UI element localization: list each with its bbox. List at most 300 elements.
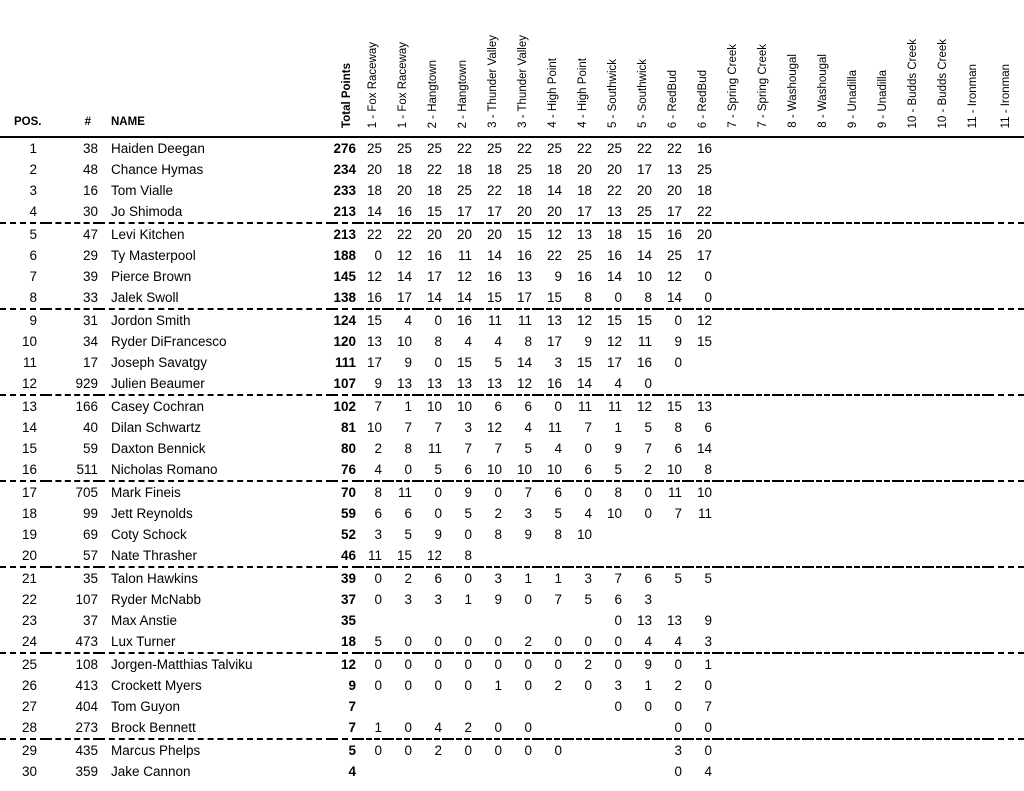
- score-cell: [508, 696, 538, 717]
- race-header-12: [688, 0, 718, 137]
- number-cell: 29: [82, 248, 98, 263]
- score-cell: 20: [538, 201, 568, 223]
- score-cell: 12: [546, 227, 562, 242]
- score-cell: [688, 545, 718, 567]
- score-cell: 5: [494, 355, 502, 370]
- score-cell: 0: [494, 657, 502, 672]
- name-cell: Jalek Swoll: [99, 287, 332, 309]
- total-cell: 7: [332, 717, 358, 739]
- score-cell: 15: [456, 355, 472, 370]
- score-cell: [838, 180, 868, 201]
- score-cell: [868, 137, 898, 159]
- pos-cell: 19: [21, 527, 37, 542]
- score-cell: [718, 223, 748, 245]
- table-row: [0, 287, 1024, 309]
- score-cell: 4: [598, 373, 628, 395]
- score-cell: 8: [568, 287, 598, 309]
- score-cell: [838, 287, 868, 309]
- score-cell: [568, 739, 598, 761]
- score-cell: 20: [576, 162, 592, 177]
- score-cell: 10: [396, 334, 412, 349]
- score-cell: [718, 395, 748, 417]
- score-cell: [598, 545, 628, 567]
- score-cell: [928, 373, 958, 395]
- score-cell: 25: [696, 162, 712, 177]
- score-cell: 6: [614, 592, 622, 607]
- score-cell: [808, 503, 838, 524]
- score-cell: [868, 395, 898, 417]
- total-cell: 81: [340, 420, 356, 435]
- score-cell: [688, 373, 718, 395]
- race-header-label: 6 - RedBud: [667, 69, 679, 128]
- score-cell: 5: [554, 506, 562, 521]
- score-cell: 9: [614, 441, 622, 456]
- score-cell: 13: [696, 399, 712, 414]
- score-cell: [628, 524, 658, 545]
- score-cell: 9: [674, 334, 682, 349]
- score-cell: 13: [666, 162, 682, 177]
- score-cell: [988, 159, 1024, 180]
- race-header-2: [388, 0, 418, 137]
- number-cell: 359: [75, 764, 98, 779]
- score-cell: [748, 417, 778, 438]
- score-cell: [538, 761, 568, 782]
- score-cell: 10: [636, 269, 652, 284]
- score-cell: [748, 545, 778, 567]
- score-cell: [988, 417, 1024, 438]
- score-cell: [898, 459, 928, 481]
- score-cell: 14: [516, 355, 532, 370]
- score-cell: 15: [666, 399, 682, 414]
- score-cell: [718, 287, 748, 309]
- total-cell: 18: [332, 631, 358, 653]
- score-cell: [838, 653, 868, 675]
- table-row: [0, 610, 1024, 631]
- score-cell: [838, 417, 868, 438]
- score-cell: [658, 545, 688, 567]
- score-cell: [928, 545, 958, 567]
- score-cell: [808, 137, 838, 159]
- number-cell: 107: [75, 592, 98, 607]
- score-cell: [478, 761, 508, 782]
- score-cell: [958, 201, 988, 223]
- score-cell: 20: [666, 183, 682, 198]
- score-cell: [718, 696, 748, 717]
- score-cell: [868, 653, 898, 675]
- score-cell: [628, 761, 658, 782]
- score-cell: 2: [494, 506, 502, 521]
- score-cell: [748, 137, 778, 159]
- score-cell: [778, 201, 808, 223]
- score-cell: 7: [674, 506, 682, 521]
- name-cell: Levi Kitchen: [111, 227, 185, 242]
- score-cell: [808, 395, 838, 417]
- score-cell: [898, 631, 928, 653]
- score-cell: 22: [456, 141, 472, 156]
- score-cell: [838, 696, 868, 717]
- score-cell: 14: [418, 287, 448, 309]
- score-cell: 25: [606, 141, 622, 156]
- score-cell: [718, 524, 748, 545]
- score-cell: 18: [546, 162, 562, 177]
- number-cell: 40: [82, 420, 98, 435]
- score-cell: 2: [554, 678, 562, 693]
- total-points-header: [332, 0, 358, 137]
- score-cell: [988, 352, 1024, 373]
- race-header-label: 8 - Washougal: [787, 54, 799, 128]
- score-cell: [688, 524, 718, 545]
- name-cell: Ty Masterpool: [111, 248, 196, 263]
- race-header-label: 5 - Southwick: [637, 58, 649, 128]
- score-cell: 3: [374, 527, 382, 542]
- table-row: [0, 717, 1024, 739]
- score-cell: 8: [614, 485, 622, 500]
- pos-cell: 8: [0, 287, 46, 309]
- score-cell: [778, 331, 808, 352]
- score-cell: [808, 438, 838, 459]
- table-row: [0, 245, 1024, 266]
- score-cell: 6: [674, 441, 682, 456]
- name-cell: Ryder DiFrancesco: [111, 334, 227, 349]
- score-cell: 22: [426, 162, 442, 177]
- score-cell: 10: [696, 485, 712, 500]
- number-cell: 39: [82, 269, 98, 284]
- score-cell: 22: [366, 227, 382, 242]
- score-cell: 0: [494, 743, 502, 758]
- score-cell: 12: [576, 313, 592, 328]
- score-cell: [988, 223, 1024, 245]
- score-cell: 20: [456, 227, 472, 242]
- score-cell: [958, 675, 988, 696]
- number-cell: 99: [82, 506, 98, 521]
- score-cell: [748, 309, 778, 331]
- score-cell: [988, 739, 1024, 761]
- score-cell: [748, 675, 778, 696]
- score-cell: [778, 352, 808, 373]
- pos-cell: 13: [21, 399, 37, 414]
- score-cell: [748, 373, 778, 395]
- score-cell: [508, 545, 538, 567]
- pos-cell: 4: [0, 201, 46, 223]
- score-cell: 9: [524, 527, 532, 542]
- score-cell: 0: [524, 743, 532, 758]
- table-row: [0, 739, 1024, 761]
- score-cell: [808, 266, 838, 287]
- score-cell: [868, 761, 898, 782]
- score-cell: 25: [366, 141, 382, 156]
- race-header-17: [838, 0, 868, 137]
- score-cell: [868, 524, 898, 545]
- score-cell: [838, 631, 868, 653]
- score-cell: [808, 223, 838, 245]
- score-cell: 6: [404, 506, 412, 521]
- race-header-18: [868, 0, 898, 137]
- score-cell: 17: [508, 287, 538, 309]
- score-cell: 12: [696, 313, 712, 328]
- score-cell: [808, 459, 838, 481]
- score-cell: 17: [606, 355, 622, 370]
- score-cell: 7: [584, 420, 592, 435]
- score-cell: [838, 373, 868, 395]
- score-cell: 11: [457, 248, 472, 263]
- score-cell: [928, 245, 958, 266]
- score-cell: 1: [524, 571, 532, 586]
- pos-cell: 3: [29, 183, 37, 198]
- score-cell: 12: [396, 248, 412, 263]
- name-cell: Pierce Brown: [111, 269, 192, 284]
- score-cell: 6: [554, 485, 562, 500]
- score-cell: 22: [606, 183, 622, 198]
- score-cell: 16: [576, 269, 592, 284]
- score-cell: 0: [478, 631, 508, 653]
- score-cell: [748, 696, 778, 717]
- total-cell: 9: [348, 678, 356, 693]
- score-cell: [538, 696, 568, 717]
- score-cell: [778, 459, 808, 481]
- score-cell: [988, 137, 1024, 159]
- score-cell: 13: [576, 227, 592, 242]
- score-cell: [958, 417, 988, 438]
- score-cell: 0: [434, 657, 442, 672]
- score-cell: 16: [516, 248, 532, 263]
- table-row: [0, 567, 1024, 589]
- score-cell: 0: [478, 717, 508, 739]
- table-row: [0, 524, 1024, 545]
- score-cell: [748, 524, 778, 545]
- score-cell: [508, 761, 538, 782]
- total-cell: 46: [332, 545, 358, 567]
- score-cell: [778, 438, 808, 459]
- score-cell: [988, 675, 1024, 696]
- score-cell: 0: [674, 764, 682, 779]
- score-cell: 22: [516, 141, 532, 156]
- table-row: [0, 459, 1024, 481]
- race-header-label: 8 - Washougal: [817, 54, 829, 128]
- score-cell: [928, 589, 958, 610]
- name-cell: Jordon Smith: [111, 313, 191, 328]
- score-cell: [868, 567, 898, 589]
- number-cell: 69: [82, 527, 98, 542]
- total-cell: 213: [332, 201, 358, 223]
- score-cell: [538, 545, 568, 567]
- score-cell: [898, 717, 928, 739]
- score-cell: [928, 180, 958, 201]
- pos-cell: 7: [29, 269, 37, 284]
- score-cell: [838, 159, 868, 180]
- score-cell: [508, 610, 538, 631]
- score-cell: [958, 761, 988, 782]
- score-cell: [748, 739, 778, 761]
- score-cell: 0: [674, 657, 682, 672]
- score-cell: 3: [404, 592, 412, 607]
- score-cell: [778, 610, 808, 631]
- score-cell: [808, 545, 838, 567]
- score-cell: 13: [448, 373, 478, 395]
- score-cell: [898, 675, 928, 696]
- score-cell: [718, 717, 748, 739]
- score-cell: 18: [606, 227, 622, 242]
- race-header-label: 10 - Budds Creek: [937, 38, 949, 128]
- score-cell: 0: [524, 592, 532, 607]
- score-cell: [898, 287, 928, 309]
- score-cell: 14: [546, 183, 562, 198]
- score-cell: [928, 631, 958, 653]
- score-cell: 15: [636, 313, 652, 328]
- score-cell: [958, 352, 988, 373]
- score-cell: [928, 739, 958, 761]
- score-cell: 25: [628, 201, 658, 223]
- score-cell: [928, 459, 958, 481]
- table-header: [0, 0, 1024, 137]
- pos-cell: 2: [29, 162, 37, 177]
- score-cell: 0: [628, 373, 658, 395]
- score-cell: [718, 180, 748, 201]
- score-cell: [718, 245, 748, 266]
- score-cell: [448, 610, 478, 631]
- score-cell: 0: [584, 441, 592, 456]
- score-cell: 6: [448, 459, 478, 481]
- score-cell: 18: [366, 183, 382, 198]
- score-cell: [748, 223, 778, 245]
- score-cell: 11: [358, 545, 388, 567]
- score-cell: [778, 545, 808, 567]
- score-cell: 10: [478, 459, 508, 481]
- score-cell: 0: [494, 485, 502, 500]
- score-cell: 0: [464, 657, 472, 672]
- score-cell: [418, 610, 448, 631]
- score-cell: [598, 739, 628, 761]
- score-cell: [418, 761, 448, 782]
- score-cell: 16: [486, 269, 502, 284]
- pos-cell: 30: [21, 764, 37, 779]
- score-cell: [868, 438, 898, 459]
- score-cell: [958, 653, 988, 675]
- name-cell: Coty Schock: [111, 527, 187, 542]
- score-cell: [538, 717, 568, 739]
- score-cell: [448, 696, 478, 717]
- score-cell: 17: [636, 162, 652, 177]
- table-row: [0, 675, 1024, 696]
- score-cell: [448, 761, 478, 782]
- name-cell: Daxton Bennick: [111, 441, 206, 456]
- score-cell: [868, 180, 898, 201]
- score-cell: 15: [418, 201, 448, 223]
- score-cell: 25: [576, 248, 592, 263]
- score-cell: [778, 739, 808, 761]
- score-cell: [898, 245, 928, 266]
- score-cell: 9: [434, 527, 442, 542]
- number-cell: 108: [75, 657, 98, 672]
- score-cell: 8: [404, 441, 412, 456]
- score-cell: [958, 395, 988, 417]
- score-cell: 11: [577, 399, 592, 414]
- total-cell: 102: [333, 399, 356, 414]
- score-cell: [778, 159, 808, 180]
- pos-cell: 15: [21, 441, 37, 456]
- score-cell: 11: [547, 420, 562, 435]
- score-cell: [898, 395, 928, 417]
- score-cell: [748, 761, 778, 782]
- score-cell: 20: [696, 227, 712, 242]
- race-header-21: [958, 0, 988, 137]
- score-cell: 4: [358, 459, 388, 481]
- score-cell: [838, 481, 868, 503]
- number-cell: 31: [82, 313, 98, 328]
- total-cell: 59: [340, 506, 356, 521]
- score-cell: 10: [426, 399, 442, 414]
- score-cell: [748, 201, 778, 223]
- score-cell: [868, 331, 898, 352]
- score-cell: 22: [688, 201, 718, 223]
- score-cell: [928, 201, 958, 223]
- score-cell: 3: [688, 631, 718, 653]
- score-cell: [958, 610, 988, 631]
- score-cell: 9: [554, 269, 562, 284]
- score-cell: [928, 266, 958, 287]
- score-cell: [898, 352, 928, 373]
- number-cell: 16: [82, 183, 98, 198]
- score-cell: 0: [374, 592, 382, 607]
- score-cell: [958, 717, 988, 739]
- score-cell: [568, 545, 598, 567]
- score-cell: 0: [554, 743, 562, 758]
- score-cell: 2: [434, 743, 442, 758]
- name-cell: Chance Hymas: [111, 162, 204, 177]
- score-cell: [958, 438, 988, 459]
- score-cell: [718, 331, 748, 352]
- score-cell: 12: [486, 420, 502, 435]
- score-cell: 25: [396, 141, 412, 156]
- score-cell: 0: [584, 485, 592, 500]
- score-cell: 16: [426, 248, 442, 263]
- total-cell: 76: [332, 459, 358, 481]
- score-cell: 1: [494, 678, 502, 693]
- score-cell: [898, 481, 928, 503]
- score-cell: 17: [388, 287, 418, 309]
- pos-cell: 23: [21, 613, 37, 628]
- score-cell: [778, 524, 808, 545]
- score-cell: [838, 331, 868, 352]
- score-cell: [778, 589, 808, 610]
- score-cell: [838, 309, 868, 331]
- score-cell: 0: [704, 269, 712, 284]
- score-cell: 7: [524, 485, 532, 500]
- score-cell: [718, 675, 748, 696]
- score-cell: 22: [546, 248, 562, 263]
- score-cell: [838, 201, 868, 223]
- score-cell: 0: [374, 248, 382, 263]
- score-cell: [718, 159, 748, 180]
- score-cell: 1: [404, 399, 412, 414]
- score-cell: [898, 309, 928, 331]
- score-cell: 20: [396, 183, 412, 198]
- score-cell: 0: [644, 699, 652, 714]
- score-cell: [718, 309, 748, 331]
- score-cell: [988, 761, 1024, 782]
- score-cell: [868, 631, 898, 653]
- score-cell: 15: [576, 355, 592, 370]
- table-row: [0, 159, 1024, 180]
- score-cell: 14: [658, 287, 688, 309]
- score-cell: 0: [374, 571, 382, 586]
- score-cell: 1: [704, 657, 712, 672]
- score-cell: 20: [486, 227, 502, 242]
- score-cell: 10: [366, 420, 382, 435]
- table-row: [0, 201, 1024, 223]
- score-cell: [958, 331, 988, 352]
- score-cell: 8: [448, 545, 478, 567]
- score-cell: [868, 373, 898, 395]
